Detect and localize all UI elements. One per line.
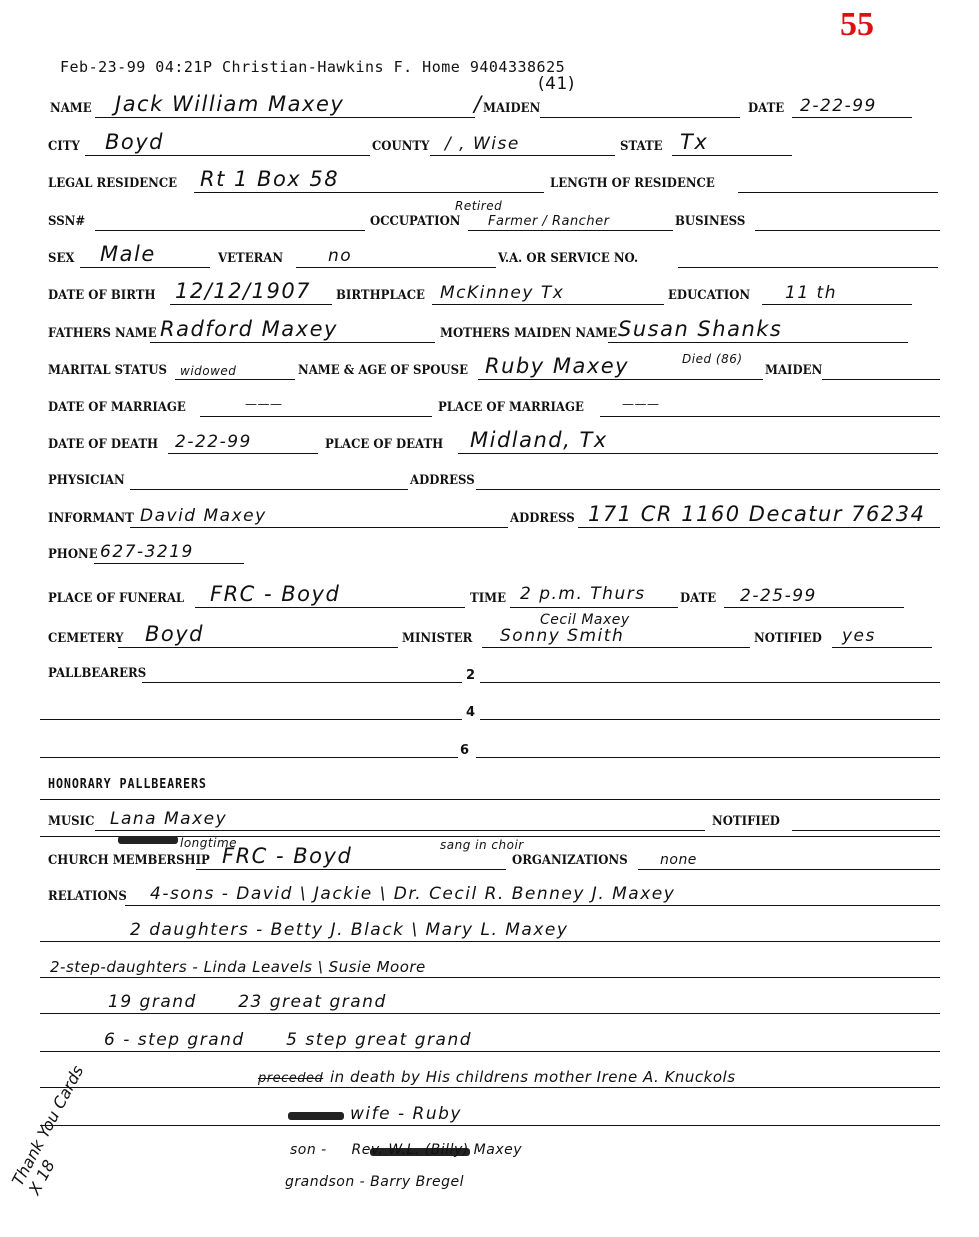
row-marital-status xyxy=(0,352,979,382)
music-notified-label: NOTIFIED xyxy=(712,814,780,829)
pallbearer-number-6: 6 xyxy=(460,743,470,758)
row-funeral xyxy=(0,580,979,610)
row-name xyxy=(0,90,979,120)
redaction-mark xyxy=(118,836,178,844)
preceded-line-1: in death by His childrens mother Irene A. Knuckols xyxy=(330,1068,736,1086)
veteran-label: VETERAN xyxy=(218,251,284,266)
row-pallbearers xyxy=(0,655,979,685)
date-label: DATE xyxy=(748,101,785,116)
row-parents xyxy=(0,315,979,345)
row-informant xyxy=(0,500,979,530)
date-of-death-label: DATE OF DEATH xyxy=(48,437,159,452)
place-of-death-value: Midland, Tx xyxy=(470,428,608,452)
informant-label: INFORMANT xyxy=(48,511,134,526)
spouse-maiden-label: MAIDEN xyxy=(765,363,823,378)
row-church xyxy=(0,836,979,872)
row-music xyxy=(0,803,979,833)
place-of-marriage-value: ——— xyxy=(622,397,660,411)
relations-line-2: 2 daughters - Betty J. Black \ Mary L. Maxey xyxy=(130,920,569,940)
honorary-pallbearers-label: HONORARY PALLBEARERS xyxy=(48,777,207,792)
row-marriage xyxy=(0,389,979,419)
notified-label: NOTIFIED xyxy=(754,631,822,646)
pallbearer-number-4: 4 xyxy=(466,705,476,720)
row-honorary-pallbearers xyxy=(0,766,979,796)
place-of-death-label: PLACE OF DEATH xyxy=(325,437,444,452)
maiden-label: MAIDEN xyxy=(483,101,541,116)
row-sex xyxy=(0,240,979,270)
minister-label: MINISTER xyxy=(402,631,473,646)
row-date-of-birth xyxy=(0,277,979,307)
preceded-line-3: son - Rev. W.L. (Billy) Maxey xyxy=(290,1142,522,1158)
pallbearer-number-2: 2 xyxy=(466,668,476,683)
occupation-value: Farmer / Rancher xyxy=(488,214,610,229)
row-legal-residence xyxy=(0,165,979,195)
record-number: (41) xyxy=(538,74,575,94)
church-note: longtime xyxy=(180,836,238,850)
time-label: TIME xyxy=(470,591,507,606)
row-pallbearers-3 xyxy=(0,730,979,760)
legal-residence-label: LEGAL RESIDENCE xyxy=(48,176,178,191)
cemetery-label: CEMETERY xyxy=(48,631,124,646)
county-value: / , Wise xyxy=(445,134,520,154)
relations-label: RELATIONS xyxy=(48,889,127,904)
mothers-maiden-name-label: MOTHERS MAIDEN NAME xyxy=(440,326,618,341)
birthplace-label: BIRTHPLACE xyxy=(336,288,425,303)
spouse-value: Ruby Maxey xyxy=(485,354,630,378)
church-membership-label: CHURCH MEMBERSHIP xyxy=(48,853,210,868)
funeral-date-label: DATE xyxy=(680,591,717,606)
row-occupation xyxy=(0,199,979,233)
state-label: STATE xyxy=(620,139,663,154)
preceded-line-2: wife - Ruby xyxy=(350,1104,462,1124)
education-label: EDUCATION xyxy=(668,288,751,303)
mothers-maiden-name-value: Susan Shanks xyxy=(618,317,783,341)
page-number: 55 xyxy=(840,6,874,43)
physician-label: PHYSICIAN xyxy=(48,473,125,488)
minister-value: Sonny Smith xyxy=(500,626,625,646)
name-value: Jack William Maxey xyxy=(115,92,345,116)
spouse-note: Died (86) xyxy=(682,352,743,366)
informant-address-value: 171 CR 1160 Decatur 76234 xyxy=(588,502,926,526)
phone-label: PHONE xyxy=(48,547,98,562)
legal-residence-value: Rt 1 Box 58 xyxy=(200,167,340,191)
margin-note: Thank You Cards X 18 xyxy=(8,1062,88,1198)
va-service-label: V.A. OR SERVICE NO. xyxy=(498,251,639,266)
row-cemetery xyxy=(0,612,979,650)
place-of-marriage-label: PLACE OF MARRIAGE xyxy=(438,400,584,415)
business-label: BUSINESS xyxy=(675,214,746,229)
minister-note: Cecil Maxey xyxy=(540,612,630,628)
fathers-name-label: FATHERS NAME xyxy=(48,326,157,341)
church-membership-value: FRC - Boyd xyxy=(222,844,353,868)
date-value: 2-22-99 xyxy=(800,96,877,116)
date-of-marriage-label: DATE OF MARRIAGE xyxy=(48,400,186,415)
organizations-value: none xyxy=(660,852,697,868)
row-relations-4 xyxy=(0,986,979,1016)
row-relations-2 xyxy=(0,914,979,944)
funeral-date-value: 2-25-99 xyxy=(740,586,817,606)
row-preceded-4 xyxy=(0,1164,979,1194)
name-label: NAME xyxy=(50,101,92,116)
row-phone xyxy=(0,536,979,566)
education-value: 11 th xyxy=(785,283,837,303)
organizations-label: ORGANIZATIONS xyxy=(512,853,628,868)
preceded-line-4: grandson - Barry Bregel xyxy=(285,1174,464,1190)
marital-status-value: widowed xyxy=(180,364,237,378)
relations-line-4: 19 grand 23 great grand xyxy=(108,992,387,1012)
relations-line-1: 4-sons - David \ Jackie \ Dr. Cecil R. Benney J. Maxey xyxy=(150,884,676,904)
date-of-death-value: 2-22-99 xyxy=(175,432,252,452)
row-physician xyxy=(0,462,979,492)
relations-line-3: 2-step-daughters - Linda Leavels \ Susie Moore xyxy=(50,958,426,976)
preceded-struck: preceded xyxy=(258,1071,324,1086)
relations-line-5: 6 - step grand 5 step great grand xyxy=(104,1030,473,1050)
address-label: ADDRESS xyxy=(410,473,475,488)
time-value: 2 p.m. Thurs xyxy=(520,584,646,604)
row-city xyxy=(0,128,979,158)
redaction-mark-2 xyxy=(288,1112,344,1120)
city-label: CITY xyxy=(48,139,80,154)
date-of-birth-label: DATE OF BIRTH xyxy=(48,288,156,303)
cemetery-value: Boyd xyxy=(145,622,205,646)
occupation-label: OCCUPATION xyxy=(370,214,461,229)
row-relations-5 xyxy=(0,1024,979,1054)
row-preceded-2 xyxy=(0,1098,979,1128)
marital-status-label: MARITAL STATUS xyxy=(48,363,167,378)
informant-address-label: ADDRESS xyxy=(510,511,575,526)
county-label: COUNTY xyxy=(372,139,430,154)
fathers-name-value: Radford Maxey xyxy=(160,317,338,341)
informant-value: David Maxey xyxy=(140,506,267,526)
city-value: Boyd xyxy=(105,130,165,154)
church-note-2: sang in choir xyxy=(440,838,524,852)
state-value: Tx xyxy=(680,130,709,154)
row-preceded-1 xyxy=(0,1060,979,1090)
date-of-marriage-value: ——— xyxy=(245,397,283,411)
length-of-residence-label: LENGTH OF RESIDENCE xyxy=(550,176,715,191)
row-preceded-3 xyxy=(0,1132,979,1162)
fax-header: Feb-23-99 04:21P Christian-Hawkins F. Home 9404338625 xyxy=(60,58,566,76)
row-relations xyxy=(0,878,979,908)
row-pallbearers-2 xyxy=(0,692,979,722)
notified-value: yes xyxy=(842,626,876,646)
occupation-note: Retired xyxy=(455,199,503,213)
music-value: Lana Maxey xyxy=(110,809,228,829)
place-of-funeral-value: FRC - Boyd xyxy=(210,582,341,606)
name-age-spouse-label: NAME & AGE OF SPOUSE xyxy=(298,363,469,378)
maiden-slash: / xyxy=(474,92,483,116)
phone-value: 627-3219 xyxy=(100,542,194,562)
music-label: MUSIC xyxy=(48,814,95,829)
row-relations-3 xyxy=(0,950,979,980)
veteran-value: no xyxy=(328,246,353,266)
place-of-funeral-label: PLACE OF FUNERAL xyxy=(48,591,185,606)
sex-label: SEX xyxy=(48,251,75,266)
birthplace-value: McKinney Tx xyxy=(440,283,565,303)
date-of-birth-value: 12/12/1907 xyxy=(175,279,312,303)
pallbearers-label: PALLBEARERS xyxy=(48,666,147,681)
row-death xyxy=(0,426,979,456)
sex-value: Male xyxy=(100,242,156,266)
ssn-label: SSN# xyxy=(48,214,86,229)
